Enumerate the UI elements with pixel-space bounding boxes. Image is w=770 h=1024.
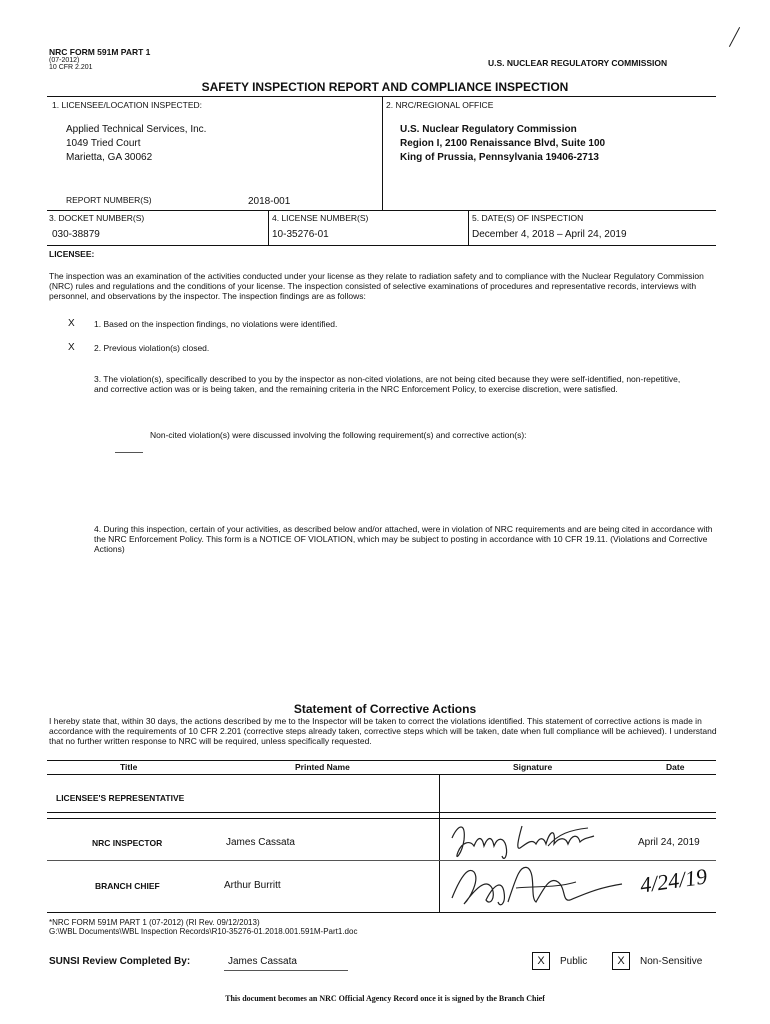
sunsi-reviewer: James Cassata xyxy=(228,956,297,967)
licensee-street: 1049 Tried Court xyxy=(66,138,141,149)
license-number: 10-35276-01 xyxy=(272,229,329,240)
report-number: 2018-001 xyxy=(248,196,291,207)
corrective-title: Statement of Corrective Actions xyxy=(293,702,477,716)
office-line2: Region I, 2100 Renaissance Blvd, Suite 100 xyxy=(400,138,606,149)
office-label: 2. NRC/REGIONAL OFFICE xyxy=(386,100,494,110)
rule xyxy=(47,760,716,761)
rule xyxy=(47,245,716,246)
noncited-statement: Non-cited violation(s) were discussed involving the following requirement(s) and corrective action(s): xyxy=(150,430,527,440)
finding-item-3: 3. The violation(s), specifically described to you by the inspector as non-cited violations, are not being cited because they were self-identified, non-repetitive, and corrective action was or is being taken, and the remaining criteria in the NRC Enforcement Policy, to exercise discretion, were satisfied. xyxy=(94,374,681,394)
rule xyxy=(47,818,716,819)
row-branch-chief-date: 4/24/19 xyxy=(638,863,709,898)
branch-chief-signature xyxy=(446,858,686,914)
divider xyxy=(468,210,469,245)
non-sensitive-checkbox[interactable]: X xyxy=(612,952,630,970)
row-inspector-title: NRC INSPECTOR xyxy=(92,838,163,848)
row-branch-chief-name: Arthur Burritt xyxy=(224,880,281,891)
rule xyxy=(47,812,716,813)
license-number-label: 4. LICENSE NUMBER(S) xyxy=(272,213,369,223)
col-title: Title xyxy=(120,762,138,772)
row-inspector-date: April 24, 2019 xyxy=(638,837,700,848)
inspection-dates-label: 5. DATE(S) OF INSPECTION xyxy=(472,213,584,223)
office-line1: U.S. Nuclear Regulatory Commission xyxy=(400,124,577,135)
page-title: SAFETY INSPECTION REPORT AND COMPLIANCE INSPECTION xyxy=(201,80,569,94)
col-date: Date xyxy=(666,762,685,772)
finding-item-1: 1. Based on the inspection findings, no violations were identified. xyxy=(94,319,338,329)
rule xyxy=(47,210,716,211)
row-licensee-rep: LICENSEE'S REPRESENTATIVE xyxy=(56,793,185,803)
non-sensitive-label: Non-Sensitive xyxy=(640,956,703,967)
corner-mark xyxy=(729,27,740,47)
finding-item-2: 2. Previous violation(s) closed. xyxy=(94,343,210,353)
blank-line xyxy=(115,452,143,453)
item2-checkmark: X xyxy=(68,342,75,353)
licensee-name: Applied Technical Services, Inc. xyxy=(66,124,207,135)
public-checkbox[interactable]: X xyxy=(532,952,550,970)
docket-label: 3. DOCKET NUMBER(S) xyxy=(49,213,145,223)
rule xyxy=(47,774,716,775)
finding-item-4: 4. During this inspection, certain of your activities, as described below and/or attached, were in violation of NRC requirements and are being cited in accordance with the NRC Enforcement Policy. This form is a NOTICE OF VIOLATION, which may be subject to posting in accordance with 10 CFR 19.11. (Violations and Corrective Actions) xyxy=(94,524,713,554)
form-id: NRC FORM 591M PART 1 xyxy=(49,47,151,57)
intro-paragraph: The inspection was an examination of the activities conducted under your license as they relate to radiation safety and to compliance with the Nuclear Regulatory Commission (NRC) rules and regulations and the conditions of your license. The inspection consisted of selective examinations of procedures and representative records, interviews with personnel, and observations by the inspector. The inspection findings are as follows: xyxy=(49,271,704,301)
row-branch-chief-title: BRANCH CHIEF xyxy=(95,881,160,891)
divider xyxy=(268,210,269,245)
item1-checkmark: X xyxy=(68,318,75,329)
docket-number: 030-38879 xyxy=(52,229,100,240)
document-path: G:\WBL Documents\WBL Inspection Records\R10-35276-01.2018.001.591M-Part1.doc xyxy=(49,927,358,936)
divider xyxy=(439,774,440,912)
col-signature: Signature xyxy=(513,762,553,772)
sunsi-label: SUNSI Review Completed By: xyxy=(49,956,191,967)
licensee-label: 1. LICENSEE/LOCATION INSPECTED: xyxy=(52,100,203,110)
office-line3: King of Prussia, Pennsylvania 19406-2713 xyxy=(400,152,599,163)
corrective-text: I hereby state that, within 30 days, the actions described by me to the Inspector will be taken to correct the violations identified. This statement of corrective actions is made in accordance with the requirements of 10 CFR 2.201 (corrective steps already taken, corrective steps which will be taken, date when full compliance will be achieved). I understand that no further written response to NRC will be required, unless specifically requested. xyxy=(49,716,717,746)
report-number-label: REPORT NUMBER(S) xyxy=(66,195,152,205)
licensee-city: Marietta, GA 30062 xyxy=(66,152,153,163)
official-record-note: This document becomes an NRC Official Agency Record once it is signed by the Branch Chief xyxy=(225,994,545,1003)
inspection-dates: December 4, 2018 – April 24, 2019 xyxy=(472,229,627,240)
agency-name: U.S. NUCLEAR REGULATORY COMMISSION xyxy=(488,58,668,68)
reviewer-underline xyxy=(224,970,348,971)
licensee-heading: LICENSEE: xyxy=(49,249,95,259)
col-printed-name: Printed Name xyxy=(295,762,350,772)
divider xyxy=(382,96,383,210)
row-inspector-name: James Cassata xyxy=(226,837,295,848)
form-cfr: 10 CFR 2.201 xyxy=(49,64,93,71)
form-date: (07-2012) xyxy=(49,57,80,64)
form-revision: *NRC FORM 591M PART 1 (07-2012) (RI Rev. 09/12/2013) xyxy=(49,918,260,927)
public-label: Public xyxy=(560,956,588,967)
